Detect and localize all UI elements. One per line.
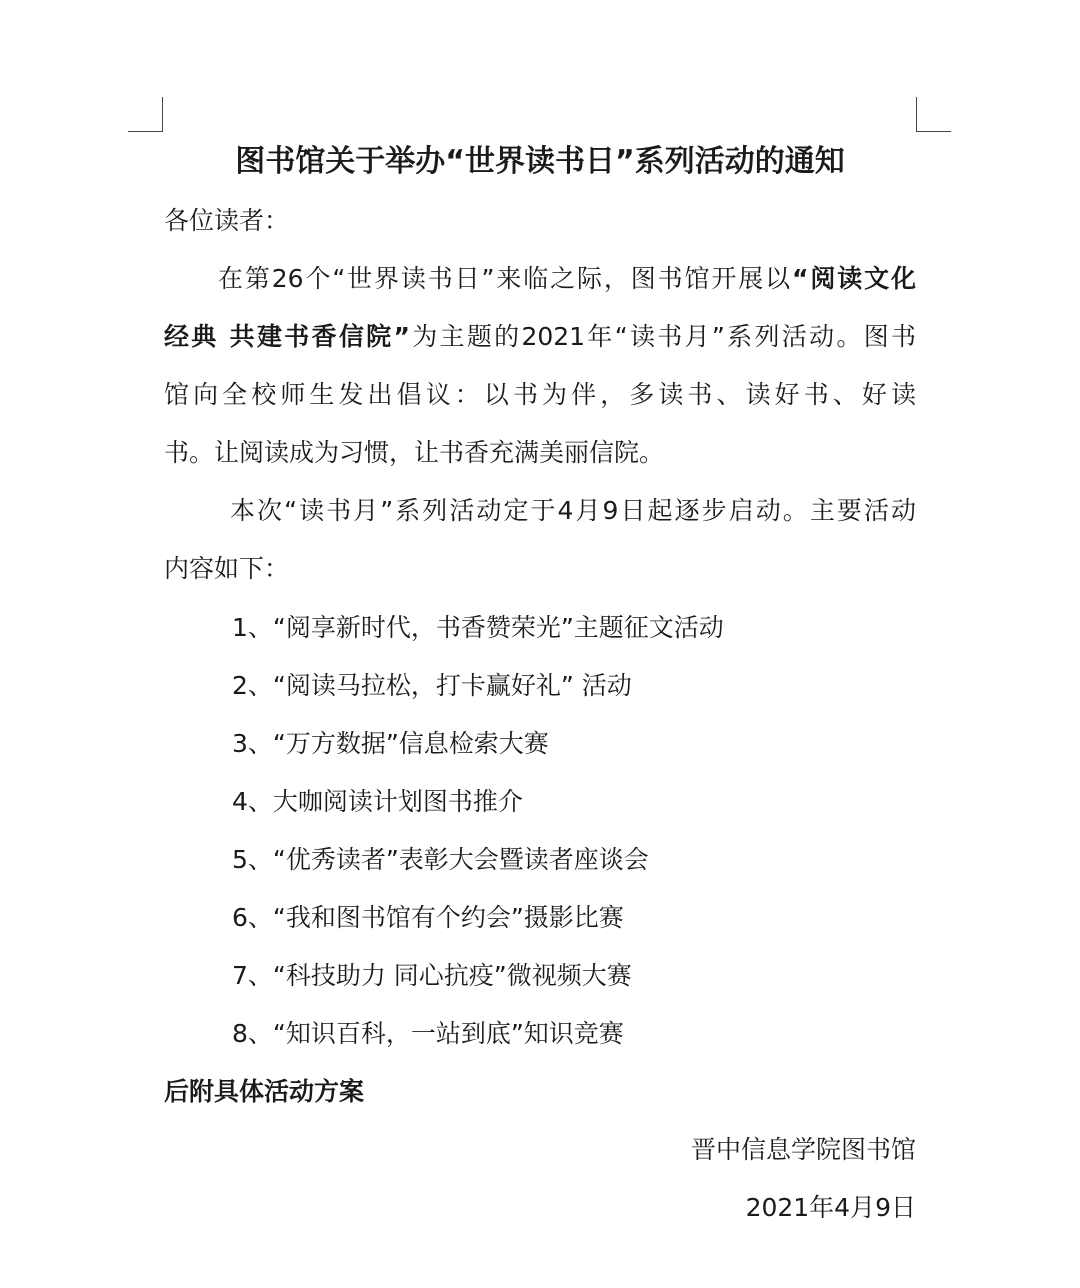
attachment-note: 后附具体活动方案 — [164, 1077, 365, 1106]
paragraph-intro-line-3: 馆向全校师生发出倡议：以书为伴，多读书、读好书、好读 — [164, 380, 916, 409]
document-date: 2021年4月9日 — [745, 1193, 916, 1222]
paragraph-intro — [164, 264, 916, 496]
list-item: 2、“阅读马拉松，打卡赢好礼” 活动 — [232, 671, 632, 700]
paragraph-intro-line-1: 在第26个“世界读书日”来临之际，图书馆开展以“阅读文化 — [218, 264, 916, 293]
document-title: 图书馆关于举办“世界读书日”系列活动的通知 — [235, 144, 845, 179]
salutation: 各位读者： — [164, 206, 290, 235]
list-item: 7、“科技助力 同心抗疫”微视频大赛 — [232, 961, 632, 990]
list-item: 1、“阅享新时代，书香赞荣光”主题征文活动 — [232, 613, 724, 642]
list-item: 4、大咖阅读计划图书推介 — [232, 787, 523, 816]
paragraph-schedule-line-2: 内容如下： — [164, 554, 290, 583]
signature: 晋中信息学院图书馆 — [690, 1135, 916, 1164]
paragraph-intro-line-2: 经典 共建书香信院”为主题的2021年“读书月”系列活动。图书 — [164, 322, 917, 351]
activity-list — [232, 613, 724, 1077]
page-corner-mark-top-right — [916, 97, 951, 132]
paragraph-schedule-line-1: 本次“读书月”系列活动定于4月9日起逐步启动。主要活动 — [230, 496, 916, 525]
page-corner-mark-top-left — [128, 97, 163, 132]
list-item: 6、“我和图书馆有个约会”摄影比赛 — [232, 903, 624, 932]
paragraph-schedule — [164, 496, 916, 612]
paragraph-intro-line-4: 书。让阅读成为习惯，让书香充满美丽信院。 — [164, 438, 665, 467]
list-item: 5、“优秀读者”表彰大会暨读者座谈会 — [232, 845, 649, 874]
list-item: 8、“知识百科，一站到底”知识竞赛 — [232, 1019, 624, 1048]
list-item: 3、“万方数据”信息检索大赛 — [232, 729, 549, 758]
